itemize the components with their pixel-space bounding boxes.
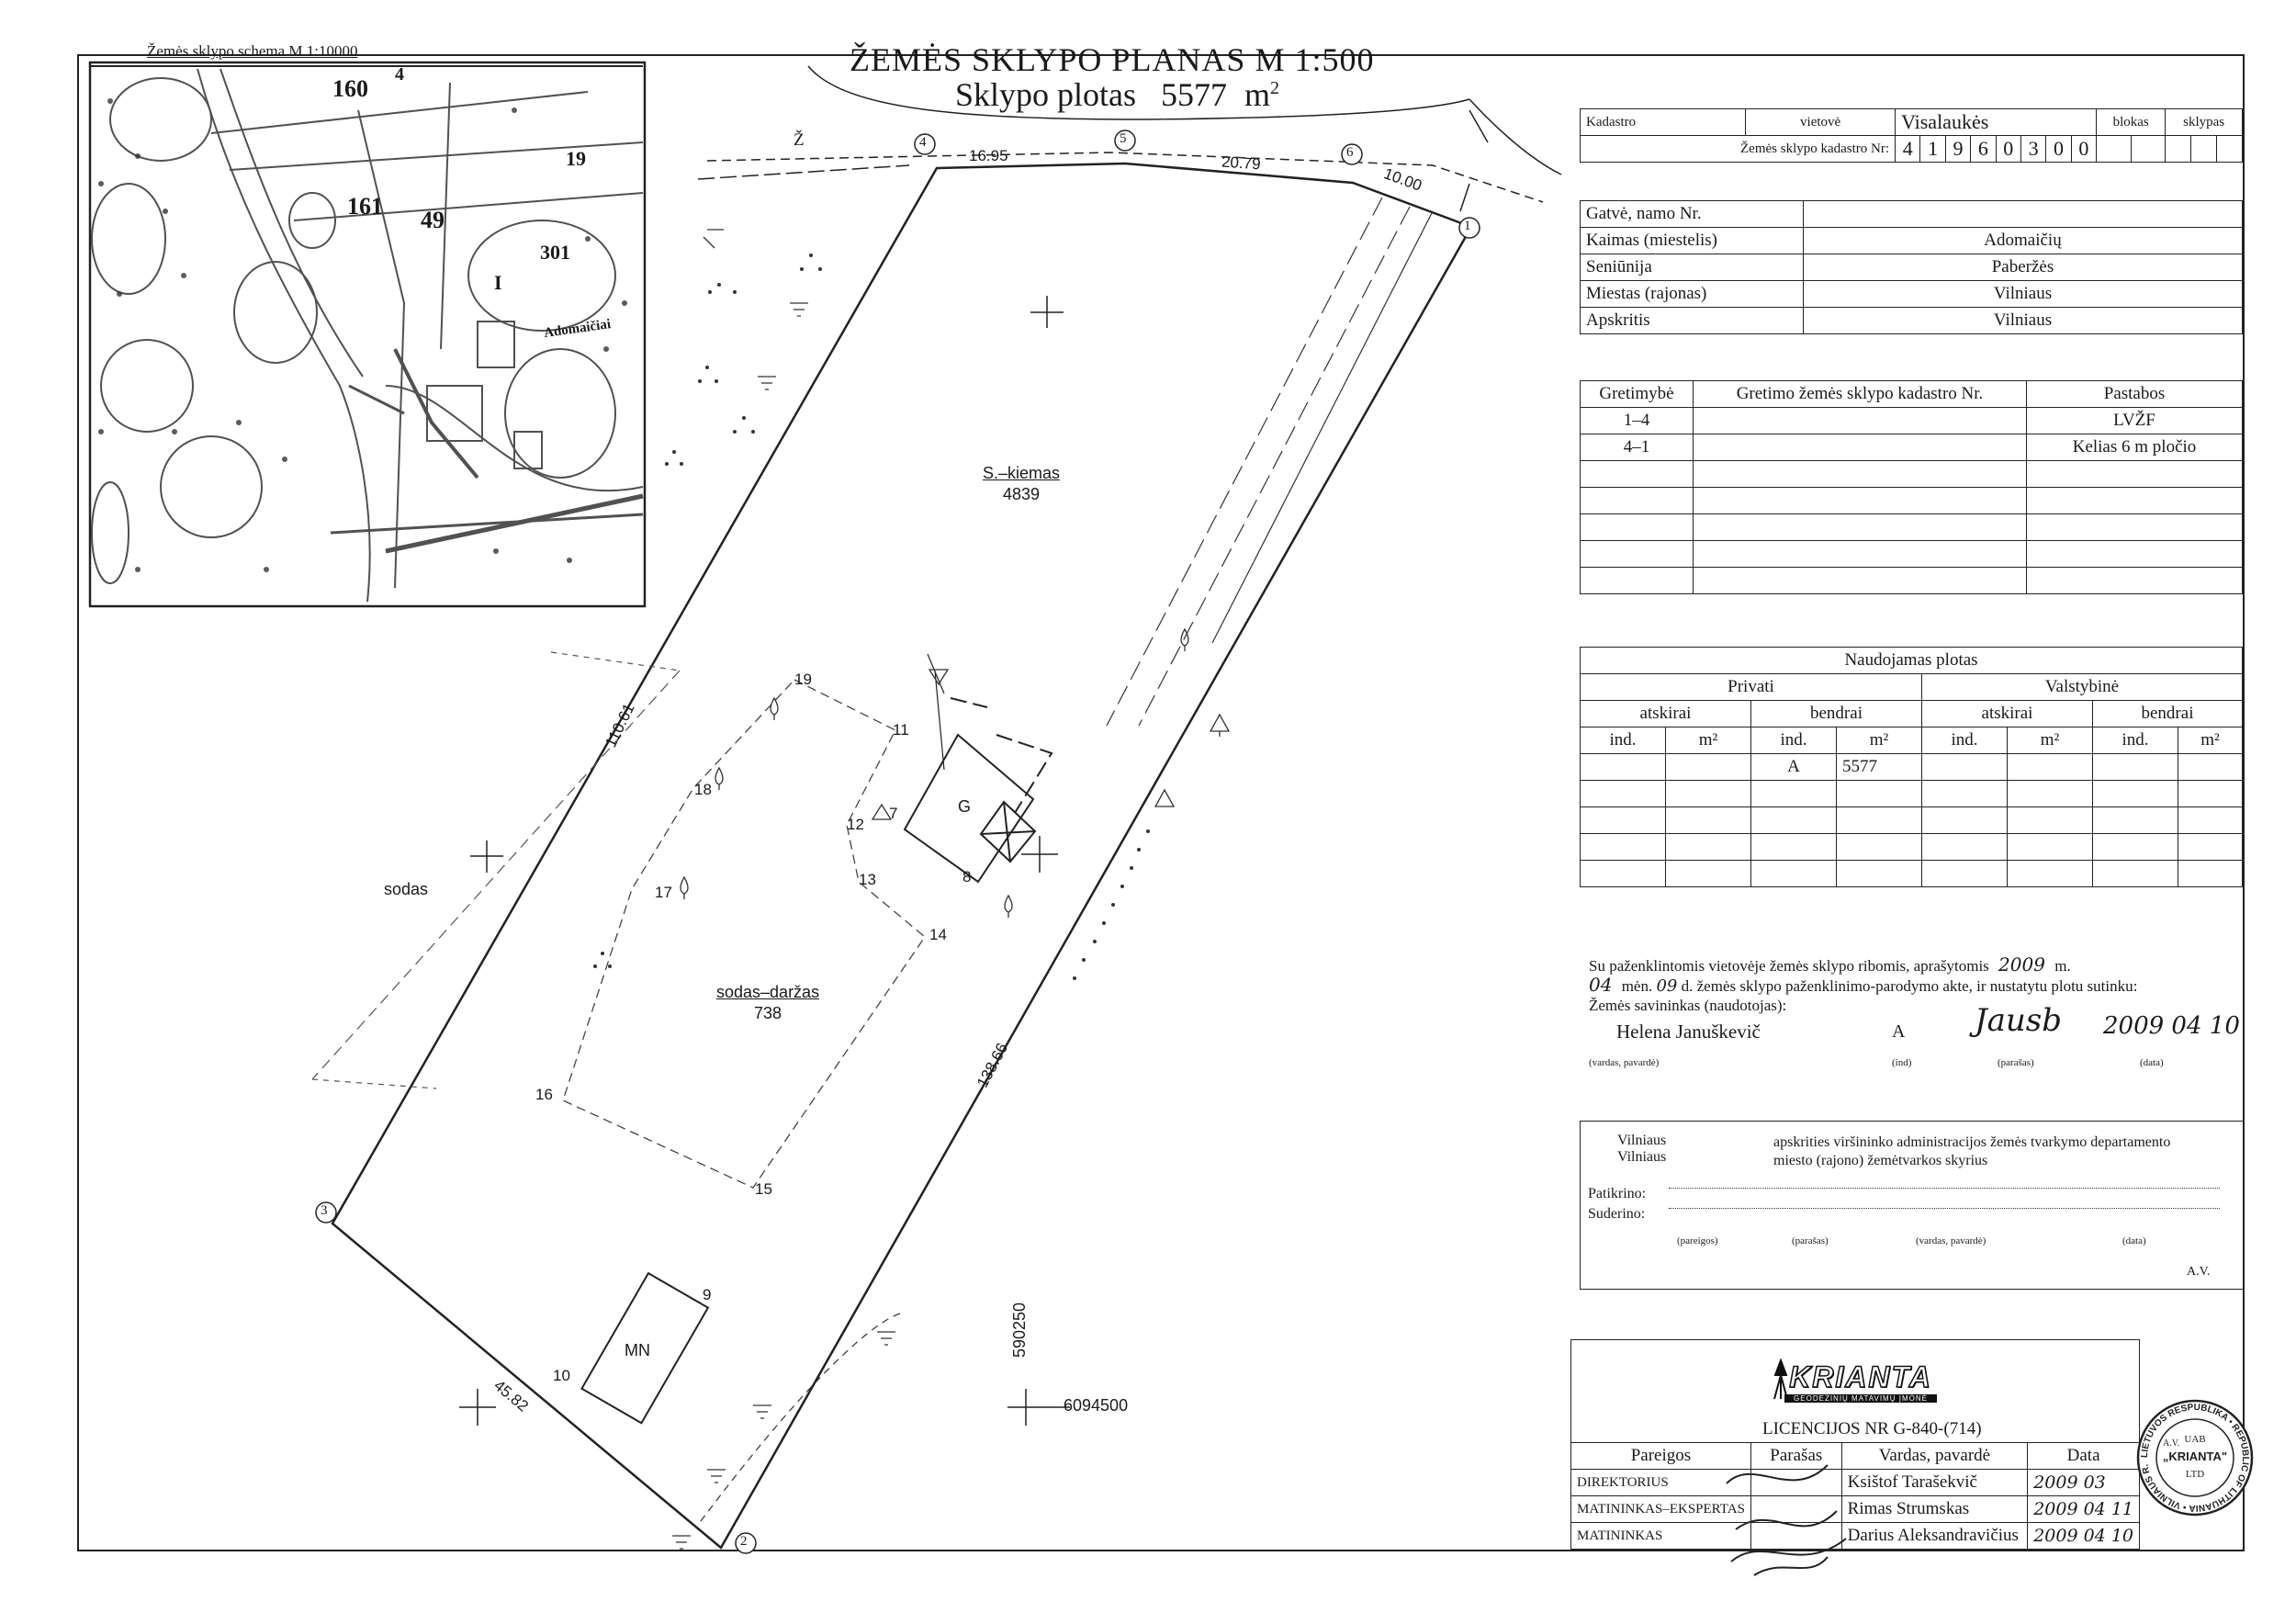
usage-private: Privati	[1581, 674, 1922, 701]
owner-captions	[1589, 1054, 2241, 1068]
stamp-name: „KRIANTA"	[2162, 1449, 2228, 1463]
usage-cell	[2093, 754, 2178, 781]
garden-use-area: 738	[754, 1004, 782, 1022]
usage-row	[1581, 861, 2243, 887]
sig-role: MATININKAS	[1571, 1523, 1751, 1550]
caption: (vardas, pavardė)	[1916, 1235, 1986, 1246]
building-mn-label: MN	[625, 1341, 650, 1359]
inset-label-4: 4	[395, 64, 404, 85]
address-table	[1580, 200, 2243, 334]
stamp-outer-text: LIETUVOS RESPUBLIKA • REPUBLIC OF LITHUANIA • VILNIAUS R.	[2139, 1402, 2251, 1514]
neighbors-cell	[2027, 461, 2243, 488]
agreement-line-2	[1589, 976, 2241, 996]
address-row	[1581, 254, 2243, 281]
point-10: 10	[553, 1367, 570, 1384]
caption: (pareigos)	[1677, 1235, 1718, 1246]
agreement-day: 09	[1656, 976, 1678, 996]
county-name: Vilniaus	[1617, 1133, 1667, 1148]
neighbors-cell	[1581, 568, 1694, 594]
neighbors-row	[1581, 408, 2243, 434]
usage-cell	[1922, 754, 2008, 781]
point-9: 9	[703, 1286, 712, 1303]
company-logo	[1784, 1360, 1937, 1403]
parcel-use-area: 4839	[1003, 485, 1041, 503]
county-text: apskrities viršininko administracijos žemės tvarkymo departamento	[1773, 1134, 2171, 1150]
address-label: Seniūnija	[1581, 254, 1804, 281]
usage-cell	[1837, 834, 1922, 861]
neighbors-cell: LVŽF	[2027, 408, 2243, 434]
usage-row	[1581, 807, 2243, 834]
usage-cell: A	[1751, 754, 1837, 781]
agreement-text: Su paženklintomis vietovėje žemės sklypo ribomis, aprašytomis	[1589, 957, 1989, 975]
cadastre-digit: 3	[2020, 136, 2045, 163]
dim-4-5: 16.95	[969, 147, 1008, 164]
area-unit-sup: 2	[1270, 78, 1280, 98]
point-13: 13	[859, 871, 876, 888]
usage-cell	[1666, 807, 1751, 834]
agreement-year: 2009	[1998, 953, 2045, 976]
cadastre-digit	[2097, 136, 2132, 163]
usage-cell	[1581, 834, 1666, 861]
address-row	[1581, 281, 2243, 308]
usage-cell	[2008, 754, 2093, 781]
cadastre-digit: 0	[2046, 136, 2071, 163]
inset-label-19: 19	[566, 147, 586, 170]
agreement-text: d. žemės sklypo paženklinimo-parodymo akte, ir nustatytu plotu sutinku:	[1681, 977, 2138, 995]
usage-cell	[2178, 781, 2243, 807]
building-g	[905, 654, 1052, 882]
tree-symbols	[681, 230, 1229, 918]
sig-header: Data	[2028, 1443, 2140, 1470]
usage-cell	[2178, 754, 2243, 781]
corner-3: 3	[321, 1203, 328, 1218]
neighbors-cell	[2027, 568, 2243, 594]
address-label: Kaimas (miestelis)	[1581, 228, 1804, 254]
cadastre-digit: 1	[1920, 136, 1945, 163]
neighbors-cell: 4–1	[1581, 434, 1694, 461]
neighbors-cell	[2027, 488, 2243, 514]
sig-date: 2009 04 11	[2028, 1496, 2140, 1523]
usage-cell	[1751, 834, 1837, 861]
neighbors-row	[1581, 461, 2243, 488]
usage-separate: atskirai	[1922, 701, 2093, 727]
neighbors-cell	[1581, 461, 1694, 488]
usage-cell	[1581, 861, 1666, 887]
neighbors-header: Pastabos	[2027, 381, 2243, 408]
inset-label-161: 161	[347, 193, 383, 220]
caption: (parašas)	[1792, 1235, 1829, 1246]
grass-symbols	[672, 303, 900, 1549]
address-value: Vilniaus	[1804, 281, 2243, 308]
neighbors-header: Gretimo žemės sklypo kadastro Nr.	[1694, 381, 2027, 408]
usage-cell	[1666, 834, 1751, 861]
usage-cell	[1922, 807, 2008, 834]
neighbors-table	[1580, 380, 2243, 594]
agreement-line-3: Žemės savininkas (naudotojas):	[1589, 997, 1787, 1014]
usage-cell	[2178, 861, 2243, 887]
usage-row	[1581, 781, 2243, 807]
owner-ind: A	[1892, 1021, 1906, 1042]
sig-date: 2009 03	[2028, 1470, 2140, 1496]
parcel-use: S.–kiemas	[983, 464, 1061, 482]
city-name: Vilniaus	[1617, 1149, 1667, 1165]
sig-role: MATININKAS–EKSPERTAS	[1571, 1496, 1751, 1523]
neighbors-cell	[1581, 541, 1694, 568]
sig-role: DIREKTORIUS	[1571, 1470, 1751, 1496]
usage-cell	[2008, 781, 2093, 807]
usage-cell	[1581, 807, 1666, 834]
cadastre-digit: 0	[1996, 136, 2020, 163]
cadastre-digit: 4	[1896, 136, 1920, 163]
dim-6-1: 10.00	[1381, 164, 1424, 195]
neighbors-cell	[1694, 541, 2027, 568]
point-17: 17	[655, 884, 672, 901]
sig-header: Parašas	[1750, 1443, 1841, 1470]
dim-3-4: 110.61	[602, 700, 638, 750]
usage-cell	[1837, 861, 1922, 887]
neighbors-row	[1581, 514, 2243, 541]
usage-cell	[1666, 754, 1751, 781]
caption: (vardas, pavardė)	[1589, 1057, 1660, 1068]
neighbors-cell: Kelias 6 m pločio	[2027, 434, 2243, 461]
agreement-block	[1589, 955, 2241, 1068]
checked-label: Patikrino:	[1588, 1186, 1647, 1201]
license: LICENCIJOS NR G-840-(714)	[1762, 1419, 1982, 1438]
cadastre-digit	[2131, 136, 2166, 163]
usage-cell	[1922, 861, 2008, 887]
neighbors-cell: 1–4	[1581, 408, 1694, 434]
usage-cell	[2178, 834, 2243, 861]
owner-date: 2009 04 10	[2103, 1012, 2240, 1040]
point-8: 8	[962, 868, 972, 885]
usage-ind: ind.	[1922, 727, 2008, 754]
cadastre-digit: 6	[1971, 136, 1996, 163]
usage-ind: ind.	[1751, 727, 1837, 754]
north-label: Ž	[793, 130, 805, 150]
usage-cell	[2093, 781, 2178, 807]
usage-cell: 5577	[1837, 754, 1922, 781]
neighbors-cell	[1694, 568, 2027, 594]
plan-title: ŽEMĖS SKLYPO PLANAS M 1:500	[850, 41, 1375, 78]
agreement-text: mėn.	[1621, 977, 1653, 995]
neighbors-cell	[1694, 408, 2027, 434]
caption: (data)	[2122, 1235, 2146, 1246]
usage-common: bendrai	[2093, 701, 2243, 727]
cadastre-digit: 0	[2071, 136, 2096, 163]
usage-row	[1581, 754, 2243, 781]
vietove-value: Visalaukės	[1896, 109, 2097, 136]
address-row	[1581, 228, 2243, 254]
neighbors-cell	[2027, 514, 2243, 541]
cadastre-digit	[2191, 136, 2217, 163]
usage-m2: m²	[1666, 727, 1751, 754]
garden-label	[716, 983, 819, 1023]
address-value: Adomaičių	[1804, 228, 2243, 254]
stamp-ltd: LTD	[2185, 1469, 2205, 1480]
dim-5-6: 20.79	[1221, 152, 1262, 174]
point-16: 16	[535, 1086, 553, 1103]
usage-table	[1580, 647, 2243, 887]
cadastre-digit: 9	[1945, 136, 1970, 163]
plan-area	[955, 75, 1279, 114]
usage-cell	[1837, 781, 1922, 807]
cadastre-nr-label: Žemės sklypo kadastro Nr:	[1581, 136, 1896, 163]
corner-6: 6	[1346, 145, 1354, 160]
caption: (data)	[2140, 1057, 2164, 1068]
usage-cell	[1666, 781, 1751, 807]
address-label: Gatvė, namo Nr.	[1581, 201, 1804, 228]
usage-cell	[1751, 807, 1837, 834]
neighbors-cell	[1694, 434, 2027, 461]
point-11: 11	[893, 721, 909, 739]
approval-block	[1580, 1121, 2245, 1290]
neighbors-row	[1581, 568, 2243, 594]
owner-name: Helena Januškevič	[1616, 1021, 1761, 1043]
cadastre-digit	[2166, 136, 2191, 163]
coord-x: 590250	[1010, 1302, 1029, 1358]
corner-4: 4	[919, 135, 927, 150]
neighbors-row	[1581, 541, 2243, 568]
sklypas-label: sklypas	[2166, 109, 2243, 136]
usage-cell	[2093, 807, 2178, 834]
neighbors-cell	[1694, 514, 2027, 541]
sig-name: Darius Aleksandravičius	[1841, 1523, 2028, 1550]
inset-label-49: 49	[421, 207, 445, 233]
usage-cell	[2008, 807, 2093, 834]
inner-road	[1107, 197, 1433, 726]
parcel-label	[983, 464, 1060, 504]
point-14: 14	[929, 926, 947, 943]
coord-y: 6094500	[1064, 1396, 1129, 1415]
usage-cell	[1581, 781, 1666, 807]
usage-m2: m²	[2008, 727, 2093, 754]
av-label: A.V.	[2187, 1265, 2211, 1279]
caption: (parašas)	[1998, 1057, 2034, 1068]
agreement-line-1	[1589, 955, 2241, 976]
orchard-label: sodas	[384, 880, 429, 898]
agreement-text: m.	[2054, 957, 2071, 975]
area-unit: m	[1244, 76, 1271, 113]
corner-2: 2	[740, 1534, 748, 1549]
usage-cell	[2093, 861, 2178, 887]
usage-cell	[1751, 861, 1837, 887]
dim-1-2: 138.66	[973, 1040, 1012, 1091]
address-value: Vilniaus	[1804, 308, 2243, 334]
inset-label-i: I	[494, 271, 502, 294]
stamp-av: A.V.	[2163, 1438, 2180, 1449]
address-label: Apskritis	[1581, 308, 1804, 334]
caption: (ind)	[1892, 1057, 1912, 1068]
point-15: 15	[755, 1180, 772, 1198]
stamp-top: UAB	[2184, 1434, 2206, 1445]
usage-separate: atskirai	[1581, 701, 1751, 727]
signature-scribbles	[1717, 1447, 1864, 1585]
garden-use: sodas–daržas	[716, 983, 820, 1001]
usage-title: Naudojamas plotas	[1581, 648, 2243, 674]
company-block	[1570, 1339, 2140, 1443]
city-text: miesto (rajono) žemėtvarkos skyrius	[1773, 1153, 1988, 1168]
agreement-month: 04	[1589, 974, 1613, 996]
inset-label-village: Adomaičiai	[543, 316, 613, 342]
address-row	[1581, 308, 2243, 334]
neighbors-cell	[1694, 461, 2027, 488]
agreed-label: Suderino:	[1588, 1206, 1646, 1222]
point-12: 12	[847, 816, 864, 833]
corner-5: 5	[1120, 131, 1127, 146]
usage-m2: m²	[2178, 727, 2243, 754]
cadastre-label: Kadastro	[1581, 109, 1746, 136]
usage-cell	[1837, 807, 1922, 834]
usage-cell	[2178, 807, 2243, 834]
dim-2-3: 45.82	[490, 1376, 532, 1415]
neighbors-row	[1581, 434, 2243, 461]
usage-cell	[2093, 834, 2178, 861]
usage-cell	[2008, 861, 2093, 887]
address-value	[1804, 201, 2243, 228]
address-row	[1581, 201, 2243, 228]
sig-name: Ksištof Tarašekvič	[1841, 1470, 2028, 1496]
area-value: 5577	[1161, 76, 1228, 113]
sig-header: Pareigos	[1571, 1443, 1751, 1470]
address-label: Miestas (rajonas)	[1581, 281, 1804, 308]
point-18: 18	[694, 781, 712, 798]
point-19: 19	[794, 671, 812, 688]
owner-signature: Jausb	[1975, 1002, 2063, 1039]
usage-cell	[2008, 834, 2093, 861]
cadastre-digit	[2216, 136, 2242, 163]
inset-label-160: 160	[332, 75, 368, 102]
inset-title: Žemės sklypo schema M 1:10000	[147, 42, 358, 60]
logo-text: KRIANTA	[1789, 1360, 1932, 1393]
usage-ind: ind.	[2093, 727, 2178, 754]
point-7: 7	[889, 805, 898, 822]
cadastre-table	[1580, 108, 2243, 163]
usage-common: bendrai	[1751, 701, 1922, 727]
building-g-label: G	[958, 797, 972, 816]
sig-header: Vardas, pavardė	[1841, 1443, 2028, 1470]
neighbors-header: Gretimybė	[1581, 381, 1694, 408]
neighbors-cell	[1694, 488, 2027, 514]
inset-label-301: 301	[540, 241, 570, 264]
address-value: Paberžės	[1804, 254, 2243, 281]
usage-cell	[1751, 781, 1837, 807]
neighbors-row	[1581, 488, 2243, 514]
neighbors-cell	[1581, 488, 1694, 514]
usage-cell	[1922, 781, 2008, 807]
usage-cell	[1666, 861, 1751, 887]
neighbors-cell	[1581, 514, 1694, 541]
vietove-label: vietovė	[1746, 109, 1896, 136]
logo-sub: GEODEZINIŲ MATAVIMŲ ĮMONĖ	[1784, 1394, 1937, 1403]
garden-area-outline	[563, 680, 925, 1188]
sig-date: 2009 04 10	[2028, 1523, 2140, 1550]
usage-cell	[1581, 754, 1666, 781]
neighbors-cell	[2027, 541, 2243, 568]
usage-row	[1581, 834, 2243, 861]
company-stamp	[2135, 1398, 2255, 1517]
usage-cell	[1922, 834, 2008, 861]
usage-ind: ind.	[1581, 727, 1666, 754]
theodolite-icon	[1772, 1359, 1790, 1401]
sig-name: Rimas Strumskas	[1841, 1496, 2028, 1523]
area-prefix: Sklypo plotas	[955, 76, 1137, 113]
blokas-label: blokas	[2097, 109, 2166, 136]
usage-m2: m²	[1837, 727, 1922, 754]
usage-state: Valstybinė	[1922, 674, 2243, 701]
corner-1: 1	[1464, 219, 1471, 233]
